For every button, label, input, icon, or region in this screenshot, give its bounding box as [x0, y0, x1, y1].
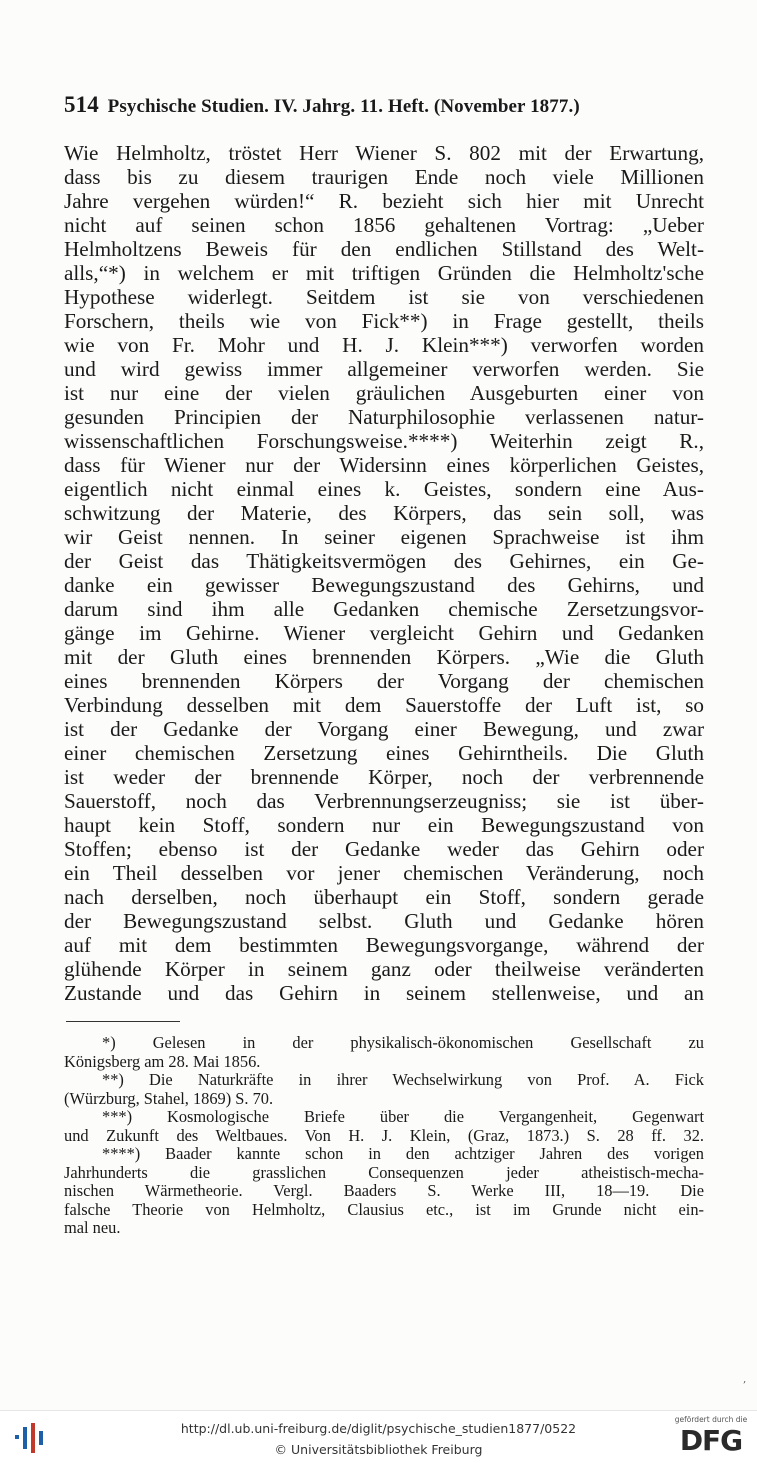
- scan-speck: ‚: [743, 1374, 747, 1385]
- body-line: Jahre vergehen würden!“ R. bezieht sich hier mit Unrecht: [64, 189, 704, 213]
- body-line: eines brennenden Körpers der Vorgang der chemischen: [64, 669, 704, 693]
- body-line: haupt kein Stoff, sondern nur ein Bewegungszustand von: [64, 813, 704, 837]
- body-line: der Bewegungszustand selbst. Gluth und Gedanke hören: [64, 909, 704, 933]
- footnote-line: und Zukunft des Weltbaues. Von H. J. Klein, (Graz, 1873.) S. 28 ff. 32.: [64, 1126, 704, 1145]
- body-line: gänge im Gehirne. Wiener vergleicht Gehirn und Gedanken: [64, 621, 704, 645]
- running-header: [64, 92, 704, 118]
- viewer-footer: [0, 1410, 757, 1463]
- body-line: eigentlich nicht einmal eines k. Geistes, sondern eine Aus-: [64, 477, 704, 501]
- footnotes: [64, 1034, 704, 1238]
- body-line: alls,“*) in welchem er mit triftigen Gründen die Helmholtz'sche: [64, 261, 704, 285]
- body-line: darum sind ihm alle Gedanken chemische Zersetzungsvor-: [64, 597, 704, 621]
- body-line: Forschern, theils wie von Fick**) in Frage gestellt, theils: [64, 309, 704, 333]
- footnote-line: nischen Wärmetheorie. Vergl. Baaders S. Werke III, 18—19. Die: [64, 1182, 704, 1200]
- body-line: ist nur eine der vielen gräulichen Ausgeburten einer von: [64, 381, 704, 405]
- body-line: Verbindung desselben mit dem Sauerstoffe der Luft ist, so: [64, 693, 704, 717]
- body-line: Wie Helmholtz, tröstet Herr Wiener S. 802 mit der Erwartung,: [64, 141, 704, 165]
- footnote-line: ***) Kosmologische Briefe über die Vergangenheit, Gegenwart: [102, 1108, 704, 1126]
- footnote-line: mal neu.: [64, 1219, 121, 1237]
- body-text: [64, 141, 704, 1005]
- body-line: ist weder der brennende Körper, noch der verbrennende: [64, 765, 704, 789]
- running-title: Psychische Studien. IV. Jahrg. 11. Heft. (November 1877.): [107, 96, 580, 117]
- body-line: Sauerstoff, noch das Verbrennungserzeugniss; sie ist über-: [64, 789, 704, 813]
- footnote-line: falsche Theorie von Helmholtz, Clausius etc., ist im Grunde nicht ein-: [64, 1200, 704, 1219]
- body-line: Zustande und das Gehirn in seinem stellenweise, und an: [64, 981, 704, 1005]
- body-line: Stoffen; ebenso ist der Gedanke weder das Gehirn oder: [64, 837, 704, 861]
- body-line: und wird gewiss immer allgemeiner verworfen werden. Sie: [64, 357, 704, 381]
- footnote-line: (Würzburg, Stahel, 1869) S. 70.: [64, 1089, 274, 1108]
- body-line: Helmholtzens Beweis für den endlichen Stillstand des Welt-: [64, 237, 704, 261]
- dfg-logo[interactable]: DFG: [679, 1424, 743, 1457]
- body-line: glühende Körper in seinem ganz oder theilweise veränderten: [64, 957, 704, 981]
- page-number: 514: [64, 92, 99, 117]
- body-line: dass bis zu diesem traurigen Ende noch viele Millionen: [64, 165, 704, 189]
- footnote-divider: [66, 1021, 180, 1022]
- body-line: Hypothese widerlegt. Seitdem ist sie von verschiedenen: [64, 285, 704, 309]
- footnote-line: Jahrhunderts die grasslichen Consequenzen jeder atheistisch-mecha-: [64, 1163, 704, 1182]
- body-line: ist der Gedanke der Vorgang einer Bewegung, und zwar: [64, 717, 704, 741]
- permalink-url[interactable]: http://dl.ub.uni-freiburg.de/diglit/psychische_studien1877/0522: [180, 1421, 577, 1436]
- footnote-line: **) Die Naturkräfte in ihrer Wechselwirkung von Prof. A. Fick: [102, 1071, 704, 1089]
- funding-note: gefördert durch die: [674, 1415, 748, 1424]
- body-line: einer chemischen Zersetzung eines Gehirntheils. Die Gluth: [64, 741, 704, 765]
- footnote-line: Königsberg am 28. Mai 1856.: [64, 1052, 261, 1071]
- body-line: nicht auf seinen schon 1856 gehaltenen Vortrag: „Ueber: [64, 213, 704, 237]
- body-line: wir Geist nennen. In seiner eigenen Sprachweise ist ihm: [64, 525, 704, 549]
- body-line: ein Theil desselben vor jener chemischen Veränderung, noch: [64, 861, 704, 885]
- footnote-line: *) Gelesen in der physikalisch-ökonomischen Gesellschaft zu: [102, 1034, 704, 1052]
- body-line: nach derselben, noch überhaupt ein Stoff, sondern gerade: [64, 885, 704, 909]
- body-line: mit der Gluth eines brennenden Körpers. „Wie die Gluth: [64, 645, 704, 669]
- copyright-notice: © Universitätsbibliothek Freiburg: [274, 1442, 483, 1457]
- body-line: danke ein gewisser Bewegungszustand des Gehirns, und: [64, 573, 704, 597]
- body-line: gesunden Principien der Naturphilosophie verlassenen natur-: [64, 405, 704, 429]
- body-line: wie von Fr. Mohr und H. J. Klein***) verworfen worden: [64, 333, 704, 357]
- body-line: dass für Wiener nur der Widersinn eines körperlichen Geistes,: [64, 453, 704, 477]
- footnote-line: ****) Baader kannte schon in den achtziger Jahren des vorigen: [102, 1145, 704, 1163]
- body-line: auf mit dem bestimmten Bewegungsvorgange, während der: [64, 933, 704, 957]
- body-line: schwitzung der Materie, des Körpers, das sein soll, was: [64, 501, 704, 525]
- body-line: der Geist das Thätigkeitsvermögen des Gehirnes, ein Ge-: [64, 549, 704, 573]
- body-line: wissenschaftlichen Forschungsweise.****) Weiterhin zeigt R.,: [64, 429, 704, 453]
